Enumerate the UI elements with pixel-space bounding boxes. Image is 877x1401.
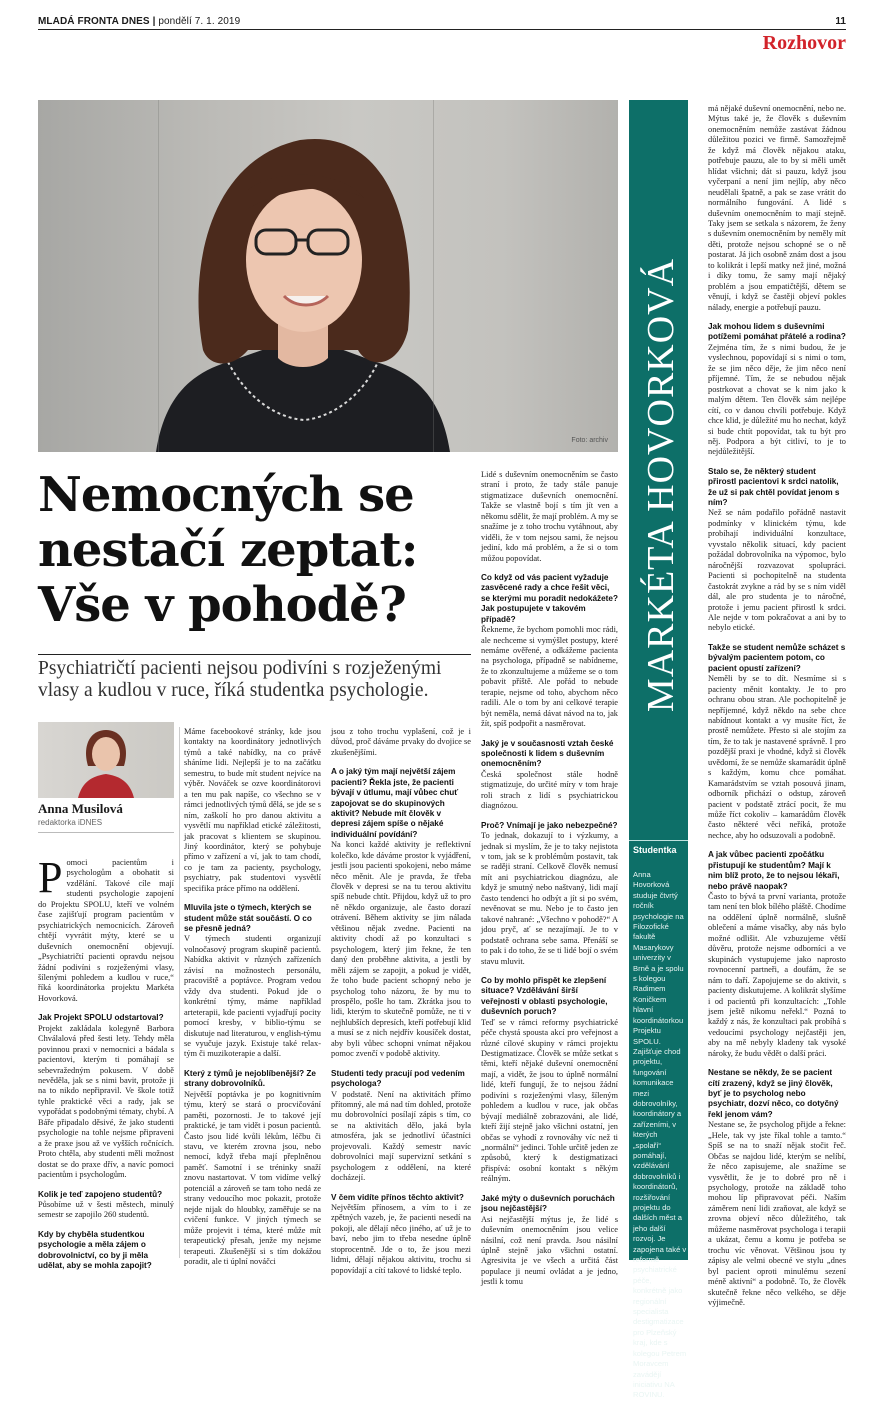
answer: To jednak, dokazují to i výzkumy, a jednak si myslím, že je to taky nejistota v tom, jak se k problémům postavit, tak se raději straní. Celkově člověk nemusí mít ani psychiatrickou diagnózu, ale když je smutný nebo naštvaný, lidi mají často tendenci ho odbýt a jít si po svém, nevěnovat se mu. Nebo je to často jen takové nahrané: „Všechno v pohodě?“ A jdou pryč, ať se nezajímají. Je to v podstatě ochrana sebe sama. Přenáší se to pak i do toho, že se ti lidé bojí o svém stavu mluvit. — [481, 831, 618, 966]
question: Nestane se někdy, že se pacient cítí zrazený, když se jiný člověk, byť je to psycholog nebo psychiatr, dozví něco, co dotyčný řekl jenom vám? — [708, 1068, 839, 1119]
question: Proč? Vnímají je jako nebezpečné? — [481, 820, 618, 830]
author-photo — [38, 722, 174, 798]
headline: Nemocných se nestačí zeptat: Vše v pohodě? — [38, 467, 418, 633]
question: V čem vidíte přínos těchto aktivit? — [331, 1192, 464, 1202]
main-photo — [38, 100, 618, 452]
answer: Neměli by se to dít. Nesmíme si s pacienty měnit kontakty. Je to pro ochranu obou stran. Ale pochopitelně je nepříjemné, když někdo na sebe chce nabídnout kontakt a vy musíte říct, že prostě nemůžete. Přesto si ale stojím za tím, že to tak je nastavené správně. I pro pozdější praxi je vhodné, když si člověk uvědomí, že se nemůže skamarádit úplně s každým, komu chce pomáhat. Kamarádstvím se vztah posouvá jinam, odborník přichází o odstup, zároveň pacient v podstatě ztrácí pocit, že mu může říct cokoliv – kamarádům člověk často některé věci neříká, protože nechce, aby ho odsuzovali a podobně. — [708, 674, 846, 840]
lead-paragraph: omoci pacientům i psychologům a obohatit si vzdělání. Takové cíle mají studenti psychologie zapojení do Projektu SPOLU, kteří ve volném čase zajišťují program pacientům v psychiatrických nemocnicích. Zároveň chtějí vyvrátit mýty, které se u duševních onemocnění objevují. „Psychiatričtí pacienti opravdu nejsou žádní podivíni s rozježenými vlasy, šílenými pohledem a kudlou v ruce,“ říká koordinátorka projektu Markéta Hovorková. — [38, 858, 174, 1003]
question: Kdy by chyběla studentkou psychologie a měla zájem o dobrovolnictví, co by ji měla udělat, aby se mohla zapojit? — [38, 1229, 152, 1271]
question: Jaké mýty o duševních poruchách jsou nejčastější? — [481, 1193, 615, 1214]
question: Který z týmů je nejoblíbenější? Ze strany dobrovolníků. — [184, 1068, 316, 1089]
info-box-text: Anna Hovorková studuje čtvrtý ročník psychologie na Filozofické fakultě Masarykovy univerzity v Brně a je spolu s kolegou Radimem Koničkem hlavní koordinátorkou Projektu SPOLU. Zajišťuje chod projektu, fungování komunikace mezi dobrovolníky, koordinátory a zařízeními, v kterých „spolaří“ pomáhají, vzdělávání dobrovolníků i koordinátorů, rozšiřování projektu do dalších měst a jeho další rozvoj. Je zapojena také v reformě psychiatrické péče, konkrétně jako regionální specialista destigmatizace pro Plzeňský kraj, kde s kolegou Petrem Moravcem zavádějí iniciativu NA ROVINU. — [633, 870, 687, 1400]
answer: Největší poptávka je po kognitivním týmu, který se stará o procvičování paměti, pozornosti. Je to takové její praktické, je tam vidět i posun pacientů. Často jsou lidé kvůli lékům, léčbu či stavu, ve kterém zrovna jsou, nebo nemocí, když třeba mají přeplněnou paměť. Samotní i se tréninky snaží znovu nastartovat. V tom vidíme velký potenciál a zároveň se tam toho nedá ze strany vedoucího moc pokazit, protože nejde nijak do hloubky, zaměřuje se na cvičení funkce. V jiných týmech se může projevit i téma, které může mít terapeutický přesah, jenže my nejsme terapeuti. Zkušenější si s tím dokážou poradit, ale ti úplní nováčci — [184, 1089, 321, 1266]
question: Jak mohou lidem s duševními potížemi pomáhat přátelé a rodina? — [708, 322, 846, 342]
issue-date: pondělí 7. 1. 2019 — [158, 16, 241, 27]
publication-line: MLADÁ FRONTA DNES | pondělí 7. 1. 2019 — [38, 16, 241, 27]
answer: Lidé s duševním onemocněním se často straní i proto, že tady stále panuje stigmatizace duševních onemocnění. Takže se vlastně bojí s tím jít ven a někomu sdělit, že mají problém. A my se snažíme je z toho trochu vytáhnout, aby viděli, že v tom nejsou sami, že nejsou jediní, kdo má problém, a že si o tom můžou popovídat. — [481, 470, 618, 563]
question: A jak vůbec pacienti zpočátku přistupují ke studentům? Mají k nim blíž proto, že to nejsou lékaři, nebo právě naopak? — [708, 850, 840, 891]
question: Jak Projekt SPOLU odstartoval? — [38, 1013, 164, 1023]
author-divider — [38, 832, 174, 833]
publication-name: MLADÁ FRONTA DNES — [38, 16, 150, 27]
answer: V podstatě. Není na aktivitách přímo přítomný, ale má nad tím dohled, protože mu dobrovolníci posílají zápis s tím, co se na aktivitách dělo, jaká byla atmosféra, jak se jednotliví účastníci projevovali. Každý semestr navíc dobrovolníci mají supervizní setkání s psychologem z oddělení, na které docházejí. — [331, 1089, 471, 1183]
answer: Nestane se, že psycholog přijde a řekne: „Hele, tak vy jste říkal tohle a tamto.“ Spíš se na to snaží nějak stočit řeč. Občas se najdou lidé, kterým se nelíbí, že něco zapisujeme, ale snažíme se vysvětlit, že je to dobré pro ně i psychology, protože na základě toho mohou líp připravovat péči. Naším záměrem není lidi zraňovat, ale když se zrovna objeví něco důležitého, tak můžeme nasměrovat psychologa i terapii a ukázat, čemu a komu je potřeba se trochu víc věnovat. Většinou jsou ty zápisy ale velmi obecné ve stylu „dnes byl pacient oproti minulému sezení méně aktivní“ a podobně. To, že člověk skutečně řekne něco velkého, se děje výjimečně. — [708, 1120, 846, 1307]
answer: Řekneme, že bychom pomohli moc rádi, ale nechceme si vymýšlet postupy, které nemáme ověřené, a odkážeme pacienta na psychologa, případně se nabídneme, že to zkonzultujeme a můžeme se o tom pobavit příště. Ale pořád to nebude terapie, nejsme od toho, abychom něco radili. Ale o tom by ani celkové terapie být neměla, nemá dávat návod na to, jak žít, spíš podpořit a nasměrovat. — [481, 625, 618, 729]
answer: Teď se v rámci reformy psychiatrické péče chystá spousta akcí pro veřejnost a různé cílové skupiny v rámci projektu Destigmatizace. Člověk se může setkat s těmi, kteří nějaké duševní onemocnění mají, a vidět, že jsou to úplně normální lidé, kteří fungují, že to nejsou žádní podivíni s rozježenými vlasy, šíleným pohledem a kudlou v ruce, jak občas bývají mediálně zobrazováni, ale lidé, kteří žijí stejně jako všichni ostatní, jen občas se vyhodí z rovnováhy víc než ti „normální“ jedinci. Tohle určitě jeden ze způsobů, který k destigmatizaci přispívá: osobní kontakt s někým reálným. — [481, 1017, 618, 1184]
answer: Máme facebookové stránky, kde jsou kontakty na koordinátory jednotlivých týmů a také nabídky, na co právě sháníme lidi. Nejlepší je to na začátku semestru, to bude mít student nejvíce na výběr. Nováček se ozve koordinátorovi a ten mu pak napíše, co všechno se v rámci jednotlivých týmů dělá, se jde se s ním, zaškolí ho pro danou aktivitu a vysvětlí mu například etické záležitosti, jak pracovat s klientem se skupinou. Jiný koordinátor, který se pohybuje přímo v zařízení a ví, jak to tam chodí, co je tam za pacienty, psychology, psychiatry, pak studentovi vysvětlí specifika práce přímo na oddělení. — [184, 727, 321, 893]
portrait-illustration — [38, 100, 618, 452]
interviewee-name-vertical — [640, 135, 682, 835]
author-name: Anna Musilová — [38, 801, 123, 816]
column-2 — [184, 727, 321, 1266]
info-box-title: Studentka — [629, 840, 688, 858]
drop-cap: P — [38, 853, 63, 902]
answer: Česká společnost stále hodně stigmatizuje, do určité míry v tom hraje roli strach z lidí s psychiatrickou diagnózou. — [481, 769, 618, 811]
answer: Často to bývá ta první varianta, protože tam není ten blok bílého pláště. Chodíme na oddělení úplně normálně, slušně oblečení a máme visačky, aby nás bylo možné odlišit. Ale vzbuzujeme větší důvěru, protože nejsme odborníci a ve skupinách vystupujeme jako naprosto rovnocenní partneři, a doufám, že se nám to daří. Zapojujeme se do aktivit, s pacienty diskutujeme. A kolikrát slyšíme i od pacientů při konzultacích: „Tohle jsem ještě nikomu neřekl.“ Pozná to každý z nás, že konzultaci pak probíhá s vedoucími psychology nejčastěji jen, aby na mě nebyly kladeny tak vysoké nároky, že budu vědět o další práci. — [708, 892, 846, 1058]
headline-rule — [38, 654, 471, 655]
question: Mluvila jste o týmech, kterých se student může stát součástí. O co se přesně jedná? — [184, 903, 312, 934]
answer: Působíme už v šesti městech, minulý semestr se zapojilo 260 studentů. — [38, 1199, 174, 1220]
question: Co by mohlo přispět ke zlepšení situace? Vzdělávání širší veřejnosti v oblasti psychologie, duševních poruch? — [481, 975, 608, 1017]
answer: Na konci každé aktivity je reflektivní kolečko, kde dáváme prostor k vyjádření, jestli jsou pacienti spokojeni, nebo máme něco měnit. Ale je pravda, že třeba člověk v depresi se na tu terou aktivitu spíš nebude chtít. Přijdou, když už to pro ně někdo organizuje, ale často dorazí otrávení. Během aktivity se jim nálada většinou nějak zvedne. Pacienti na aktivity chodí až po konzultaci s psychologem, který jim řekne, že ten daný den proběhne aktivita, a jestli by měli zájem se zapojit, a pokud je vidět, že toho bude pacient schopný nebo je psycholog toho názoru, že by mu to prospělo, pošle ho tam. Zkrátka jsou to lidi, kterým to skutečně pomůže, ne ti v nejhlubších depresích, kteří potřebují klid a musí se z nich nejdřív kousíček dostat, aby byli vůbec schopni vnímat nějakou pomoc zvenčí v podobě aktivity. — [331, 840, 471, 1059]
question: Studenti tedy pracují pod vedením psychologa? — [331, 1068, 465, 1089]
column-4 — [481, 470, 618, 1287]
column-6 — [708, 104, 846, 1307]
question: Co když od vás pacient vyžaduje zasvěcené rady a chce řešit věci, se kterými mu poradit nedokážete? Jak postupujete v takovém případě? — [481, 573, 618, 624]
interviewee-name-text: MARKÉTA HOVORKOVÁ — [640, 257, 682, 713]
answer: V týmech studenti organizují volnočasový program skupině pacientů. Nabídka aktivit v různých zařízeních závisí na možnostech personálu, pracoviště a poptávce. Program vedou vždy dva studenti. Pokud jde o konkrétní týmy, máme například arteterapii, kde pacienti vyjadřují pocity pomocí kresby, v biblio-týmu se diskutuje nad literaturou, v english-týmu se vyučuje jazyk. Existuje také relax-tým či muzikoterapie a další. — [184, 934, 321, 1059]
question: Jaký je v současnosti vztah české společnosti k lidem s duševním onemocněním? — [481, 738, 614, 769]
answer: jsou z toho trochu vyplašení, což je i důvod, proč dáváme prvaky do dvojice se zkušenějšími. — [331, 727, 471, 757]
question: Stalo se, že některý student přirostl pacientovi k srdci natolik, že už si pak chtěl povídat jenom s ním? — [708, 466, 840, 508]
answer: Než se nám podařilo pořádně nastavit podmínky v klinickém týmu, kde probíhají individuální konzultace, vyvstalo několik situací, kdy pacient požádal dobrovolníka na výpomoc, bylo náročnější rozvazovat spolupráci. Pacienti si pochopitelně na studenta častokrát zvykne a rád by se s ním viděl dál, ale pro studenta je to náročné, protože i jemu pacient přirostl k srdci. Ale nejde v tom pokračovat a ani by to nebylo etické. — [708, 508, 846, 633]
section-label: Rozhovor — [762, 32, 846, 54]
answer: má nějaké duševní onemocnění, nebo ne. Mýtus také je, že člověk s duševním onemocněním nemůže zastávat žádnou důležitou pozici ve firmě. Samozřejmě že když má člověk nějakou ataku, potřebuje pauzu, ale to by si měli umět hlídat všichni; dát si pauzu, když jsou vyčerpaní a není jim nejlíp, aby něco neudělali špatně, a pak se zase vrátit do normálního fungování. A lidé s duševním onemocněním to mají stejně. Taky jsem se setkala s názorem, že ženy s duševním onemocněním by neměly mít děti, protože nejsou schopné se o ně postarat. Já jich osobně znám dost a jsou to kolikrát i lepší matky než jiné, možná i díky tomu, že samy mají nějaký problém a jsou empatičtější, dětem se věnují, i když se častěji objeví pokles nálady, energie a potřebují pauzu. — [708, 104, 846, 312]
photo-credit: Foto: archiv — [571, 437, 608, 444]
answer: Projekt zakládala kolegyně Barbora Chválalová před šesti lety. Tehdy měla povinnou praxi v nemocnici a bádala s pacientovi, kterým ti pomáhají se sebevražedným pokusem. V době nevěděla, jak se s nimi bavit, protože ji na to nikdo nepřipravil. Ve škole totiž tyhle praktické věci a rady, jak se vypořádat s podobnými tématy, chybí. A Báře připadalo děsivé, že jako studenti psychologie na tohle nejsme připraveni a že praxe jsou až ve vyšších ročnících. Proto chtěla, aby studenti měli možnost dostat se do praxe dřív, a navíc pomoci pacientům i psychologům. — [38, 1023, 174, 1180]
page-number: 11 — [835, 16, 846, 27]
author-role: redaktorka iDNES — [38, 818, 103, 827]
column-1 — [38, 853, 174, 1271]
question: Takže se student nemůže scházet s bývalým pacientem potom, co pacient opustí zařízení? — [708, 642, 846, 673]
answer: Asi nejčastější mýtus je, že lidé s duševním onemocněním jsou velice násilní, což není pravda. Jsou násilní úplně stejně jako všichni ostatní. Agresivita je ve všech a určitá část populace ji neumí ovládat a je jedno, jestli k tomu — [481, 1214, 618, 1287]
question: Kolik je teď zapojeno studentů? — [38, 1189, 163, 1199]
column-divider — [179, 727, 180, 1258]
subheadline: Psychiatričtí pacienti nejsou podivíni s rozježenými vlasy a kudlou v ruce, říká studentka psychologie. — [38, 658, 442, 701]
column-3 — [331, 727, 471, 1275]
answer: Největším přínosem, a vím to i ze zpětných vazeb, je, že pacienti nesedí na pokoji, ale dělají něco jiného, ať už je to baví, nebo jim to třeba nesedne úplně stoprocentně. Jde o to, že jsou mezi lidmi, dělají nějakou aktivitu, trochu si popovídají a cítí takové to lidské teplo. — [331, 1203, 471, 1275]
top-bar — [38, 14, 846, 30]
question: A o jaký tým mají největší zájem pacienti? Řekla jste, že pacienti bývají v útlumu, mají vůbec chuť zapojovat se do skupinových aktivit? Nebude mít člověk v depresi zájem spíše o nějaké individuální povídání? — [331, 767, 459, 839]
answer: Zejména tím, že s nimi budou, že je vyslechnou, popovídají si s nimi o tom, že se jim něco děje, že jim něco není příjemné. Tím, že se nebudou nějak postrkovat a chovat se k nim jako k malým dětem. Ten člověk sám nejlépe cítí, co v danou chvíli potřebuje. Když chce klid, je důležité mu ho nechat, když si bude chtít popovídat, tak tu být pro něj. Podpora a být citliví, to je to nejdůležitější. — [708, 342, 846, 457]
author-block — [38, 722, 174, 827]
